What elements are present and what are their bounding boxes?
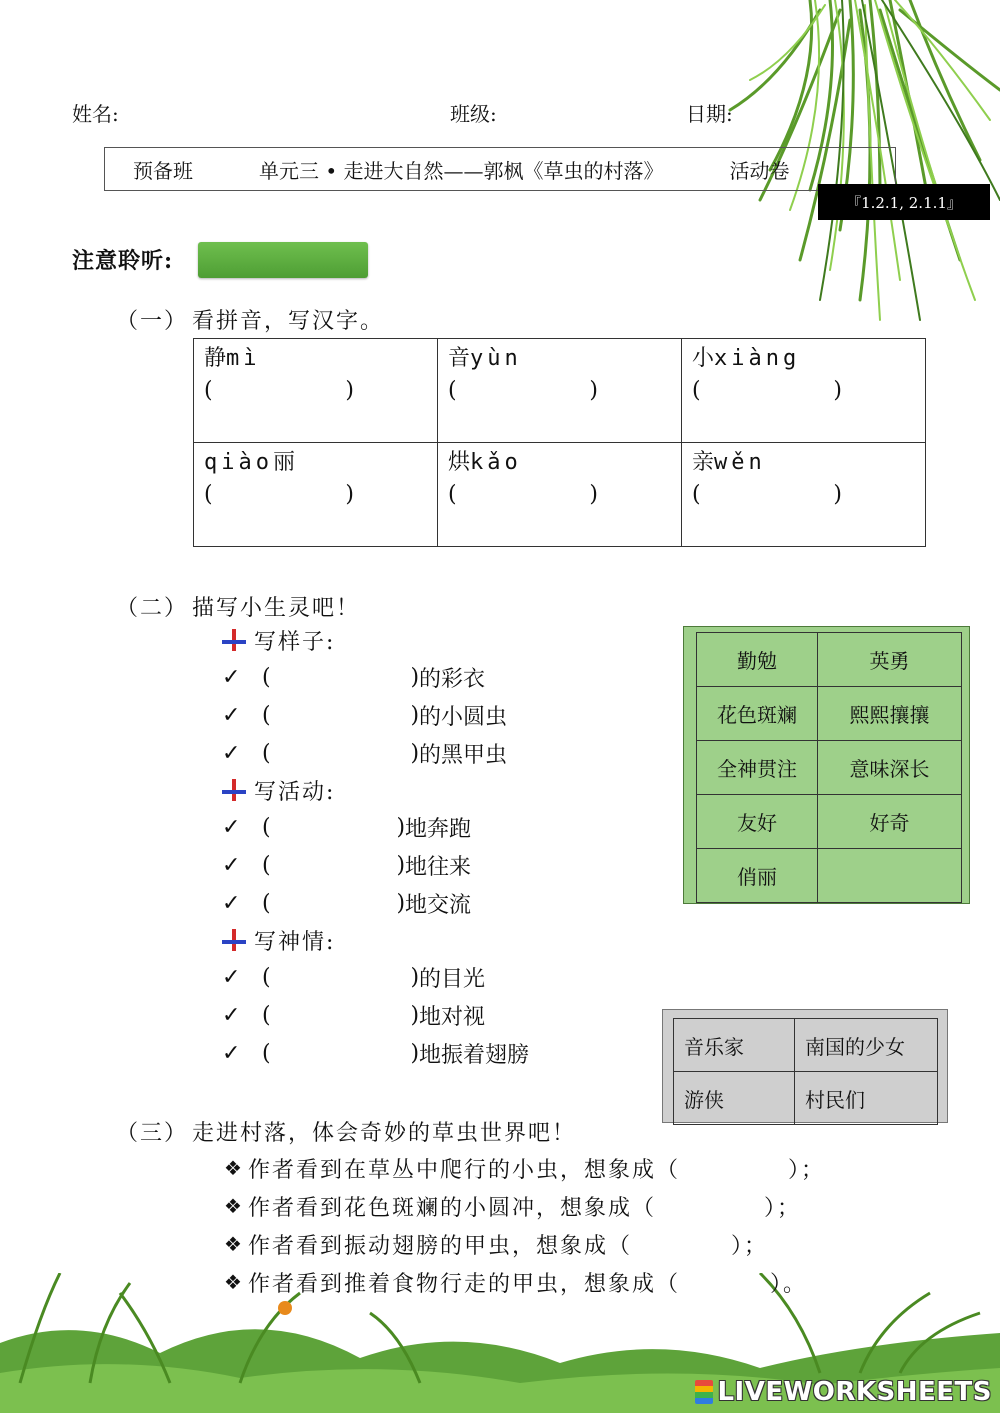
answer-blank[interactable]: ( ) [262,702,420,728]
word-bank-item[interactable]: 友好 [697,795,818,849]
date-label: 日期: [686,102,733,126]
pinyin-cell[interactable] [194,339,438,443]
word-bank-item[interactable]: 勤勉 [697,633,818,687]
standard-code: 『1.2.1, 2.1.1』 [818,184,990,220]
imagine-line: ❖ 作者看到振动翅膀的甲虫，想象成（ ）； [224,1232,768,1259]
pinyin-text: wěn [714,450,766,475]
plus-icon [222,629,248,651]
group-heading: 写活动: [222,772,662,808]
row-tail: 地往来 [405,854,472,880]
word-bank-item [818,849,962,903]
fill-row [222,696,662,734]
row-tail: 的彩衣 [419,666,486,692]
group-heading: 写神情: [222,922,662,958]
pinyin-text: kǎo [470,450,522,475]
open-paren: ( [692,482,701,507]
word-bank [683,626,970,904]
open-paren: ( [204,378,213,403]
role-bank-item[interactable]: 村民们 [795,1072,938,1125]
role-bank [662,1009,948,1123]
check-icon: ✓ [222,814,241,840]
word-bank-item[interactable]: 好奇 [818,795,962,849]
answer-blank[interactable] [656,1194,764,1219]
fill-row [222,846,662,884]
imagine-list [224,1149,944,1301]
row-tail: 地交流 [405,892,472,918]
plus-icon [222,779,248,801]
cell-pre: 音 [448,346,471,371]
pinyin-text: yùn [470,346,522,371]
row-tail: 的小圆虫 [419,704,508,730]
answer-blank[interactable] [632,1232,731,1257]
word-bank-item[interactable]: 意味深长 [818,741,962,795]
fill-row [222,658,662,696]
name-label: 姓名: [72,102,119,126]
group-heading: 写样子: [222,622,662,658]
word-bank-item[interactable]: 英勇 [818,633,962,687]
close-paren: ) [589,378,598,403]
close-paren: ) [833,378,842,403]
diamond-bullet-icon: ❖ [224,1270,244,1294]
logo-text: LIVEWORKSHEETS [717,1377,992,1407]
class-label: 班级: [450,102,497,126]
answer-blank[interactable] [680,1270,770,1295]
imagine-line: ❖ 作者看到推着食物行走的甲虫，想象成（ ）。 [224,1270,807,1297]
answer-blank[interactable] [680,1156,788,1181]
check-icon: ✓ [222,964,241,990]
close-paren: ) [833,482,842,507]
word-bank-item[interactable]: 花色斑斓 [697,687,818,741]
pinyin-table [193,338,926,547]
cell-post: 丽 [272,450,295,475]
sheet-type: 活动卷 [729,158,790,183]
answer-blank[interactable]: ( ) [262,890,406,916]
row-tail: 地对视 [419,1004,486,1030]
title-banner [104,147,896,191]
check-icon: ✓ [222,664,241,690]
close-paren: ) [345,378,354,403]
pinyin-cell[interactable] [438,443,682,547]
row-tail: 地振着翅膀 [419,1042,530,1068]
check-icon: ✓ [222,890,241,916]
imagine-line: ❖ 作者看到在草丛中爬行的小虫，想象成（ ）； [224,1156,825,1183]
fill-row [222,808,662,846]
pinyin-text: qiào [204,450,273,475]
check-icon: ✓ [222,852,241,878]
imagine-line: ❖ 作者看到花色斑斓的小圆冲，想象成（ ）； [224,1194,801,1221]
answer-blank[interactable]: ( ) [262,664,420,690]
section1-title: 看拼音，写汉字。 [192,309,385,334]
section2-number: （二） [116,596,189,621]
open-paren: ( [448,378,457,403]
section3-number: （三） [116,1121,189,1146]
pinyin-text: mì [226,346,261,371]
logo-mark-icon [695,1380,713,1404]
fill-row [222,996,662,1034]
fill-row [222,958,662,996]
role-bank-item[interactable]: 游侠 [674,1072,795,1125]
role-bank-item[interactable]: 音乐家 [674,1019,795,1072]
fill-row [222,734,662,772]
word-bank-item[interactable]: 全神贯注 [697,741,818,795]
open-paren: ( [448,482,457,507]
role-bank-item[interactable]: 南国的少女 [795,1019,938,1072]
close-paren: ) [345,482,354,507]
word-bank-item[interactable]: 熙熙攘攘 [818,687,962,741]
open-paren: ( [692,378,701,403]
word-bank-item[interactable]: 俏丽 [697,849,818,903]
check-icon: ✓ [222,1040,241,1066]
diamond-bullet-icon: ❖ [224,1156,244,1180]
diamond-bullet-icon: ❖ [224,1194,244,1218]
cell-pre: 静 [204,346,227,371]
listen-label: 注意聆听: [72,248,174,274]
cell-pre: 小 [692,346,715,371]
cell-pre: 烘 [448,450,471,475]
section3-title: 走进村落，体会奇妙的草虫世界吧！ [192,1121,577,1146]
pinyin-text: xiàng [714,346,801,371]
pinyin-cell[interactable] [194,443,438,547]
diamond-bullet-icon: ❖ [224,1232,244,1256]
cell-pre: 亲 [692,450,715,475]
check-icon: ✓ [222,702,241,728]
unit-title: 单元三 • 走进大自然——郭枫《草虫的村落》 [259,158,664,183]
answer-blank[interactable]: ( ) [262,1002,420,1028]
pinyin-cell[interactable] [438,339,682,443]
audio-play-button[interactable] [198,242,368,278]
plus-icon [222,929,248,951]
fill-row [222,1034,662,1072]
pinyin-cell[interactable] [682,443,926,547]
answer-blank[interactable]: ( ) [262,852,406,878]
pinyin-cell[interactable] [682,339,926,443]
section1-number: （一） [116,309,189,334]
close-paren: ) [589,482,598,507]
open-paren: ( [204,482,213,507]
check-icon: ✓ [222,740,241,766]
answer-blank[interactable]: ( ) [262,964,420,990]
row-tail: 的目光 [419,966,486,992]
liveworksheets-logo[interactable] [695,1377,992,1407]
answer-blank[interactable]: ( ) [262,740,420,766]
row-tail: 的黑甲虫 [419,742,508,768]
row-tail: 地奔跑 [405,816,472,842]
describe-list [222,622,662,1072]
check-icon: ✓ [222,1002,241,1028]
level-text: 预备班 [133,158,193,183]
answer-blank[interactable]: ( ) [262,814,406,840]
section2-title: 描写小生灵吧！ [192,596,361,621]
answer-blank[interactable]: ( ) [262,1040,420,1066]
fill-row [222,884,662,922]
